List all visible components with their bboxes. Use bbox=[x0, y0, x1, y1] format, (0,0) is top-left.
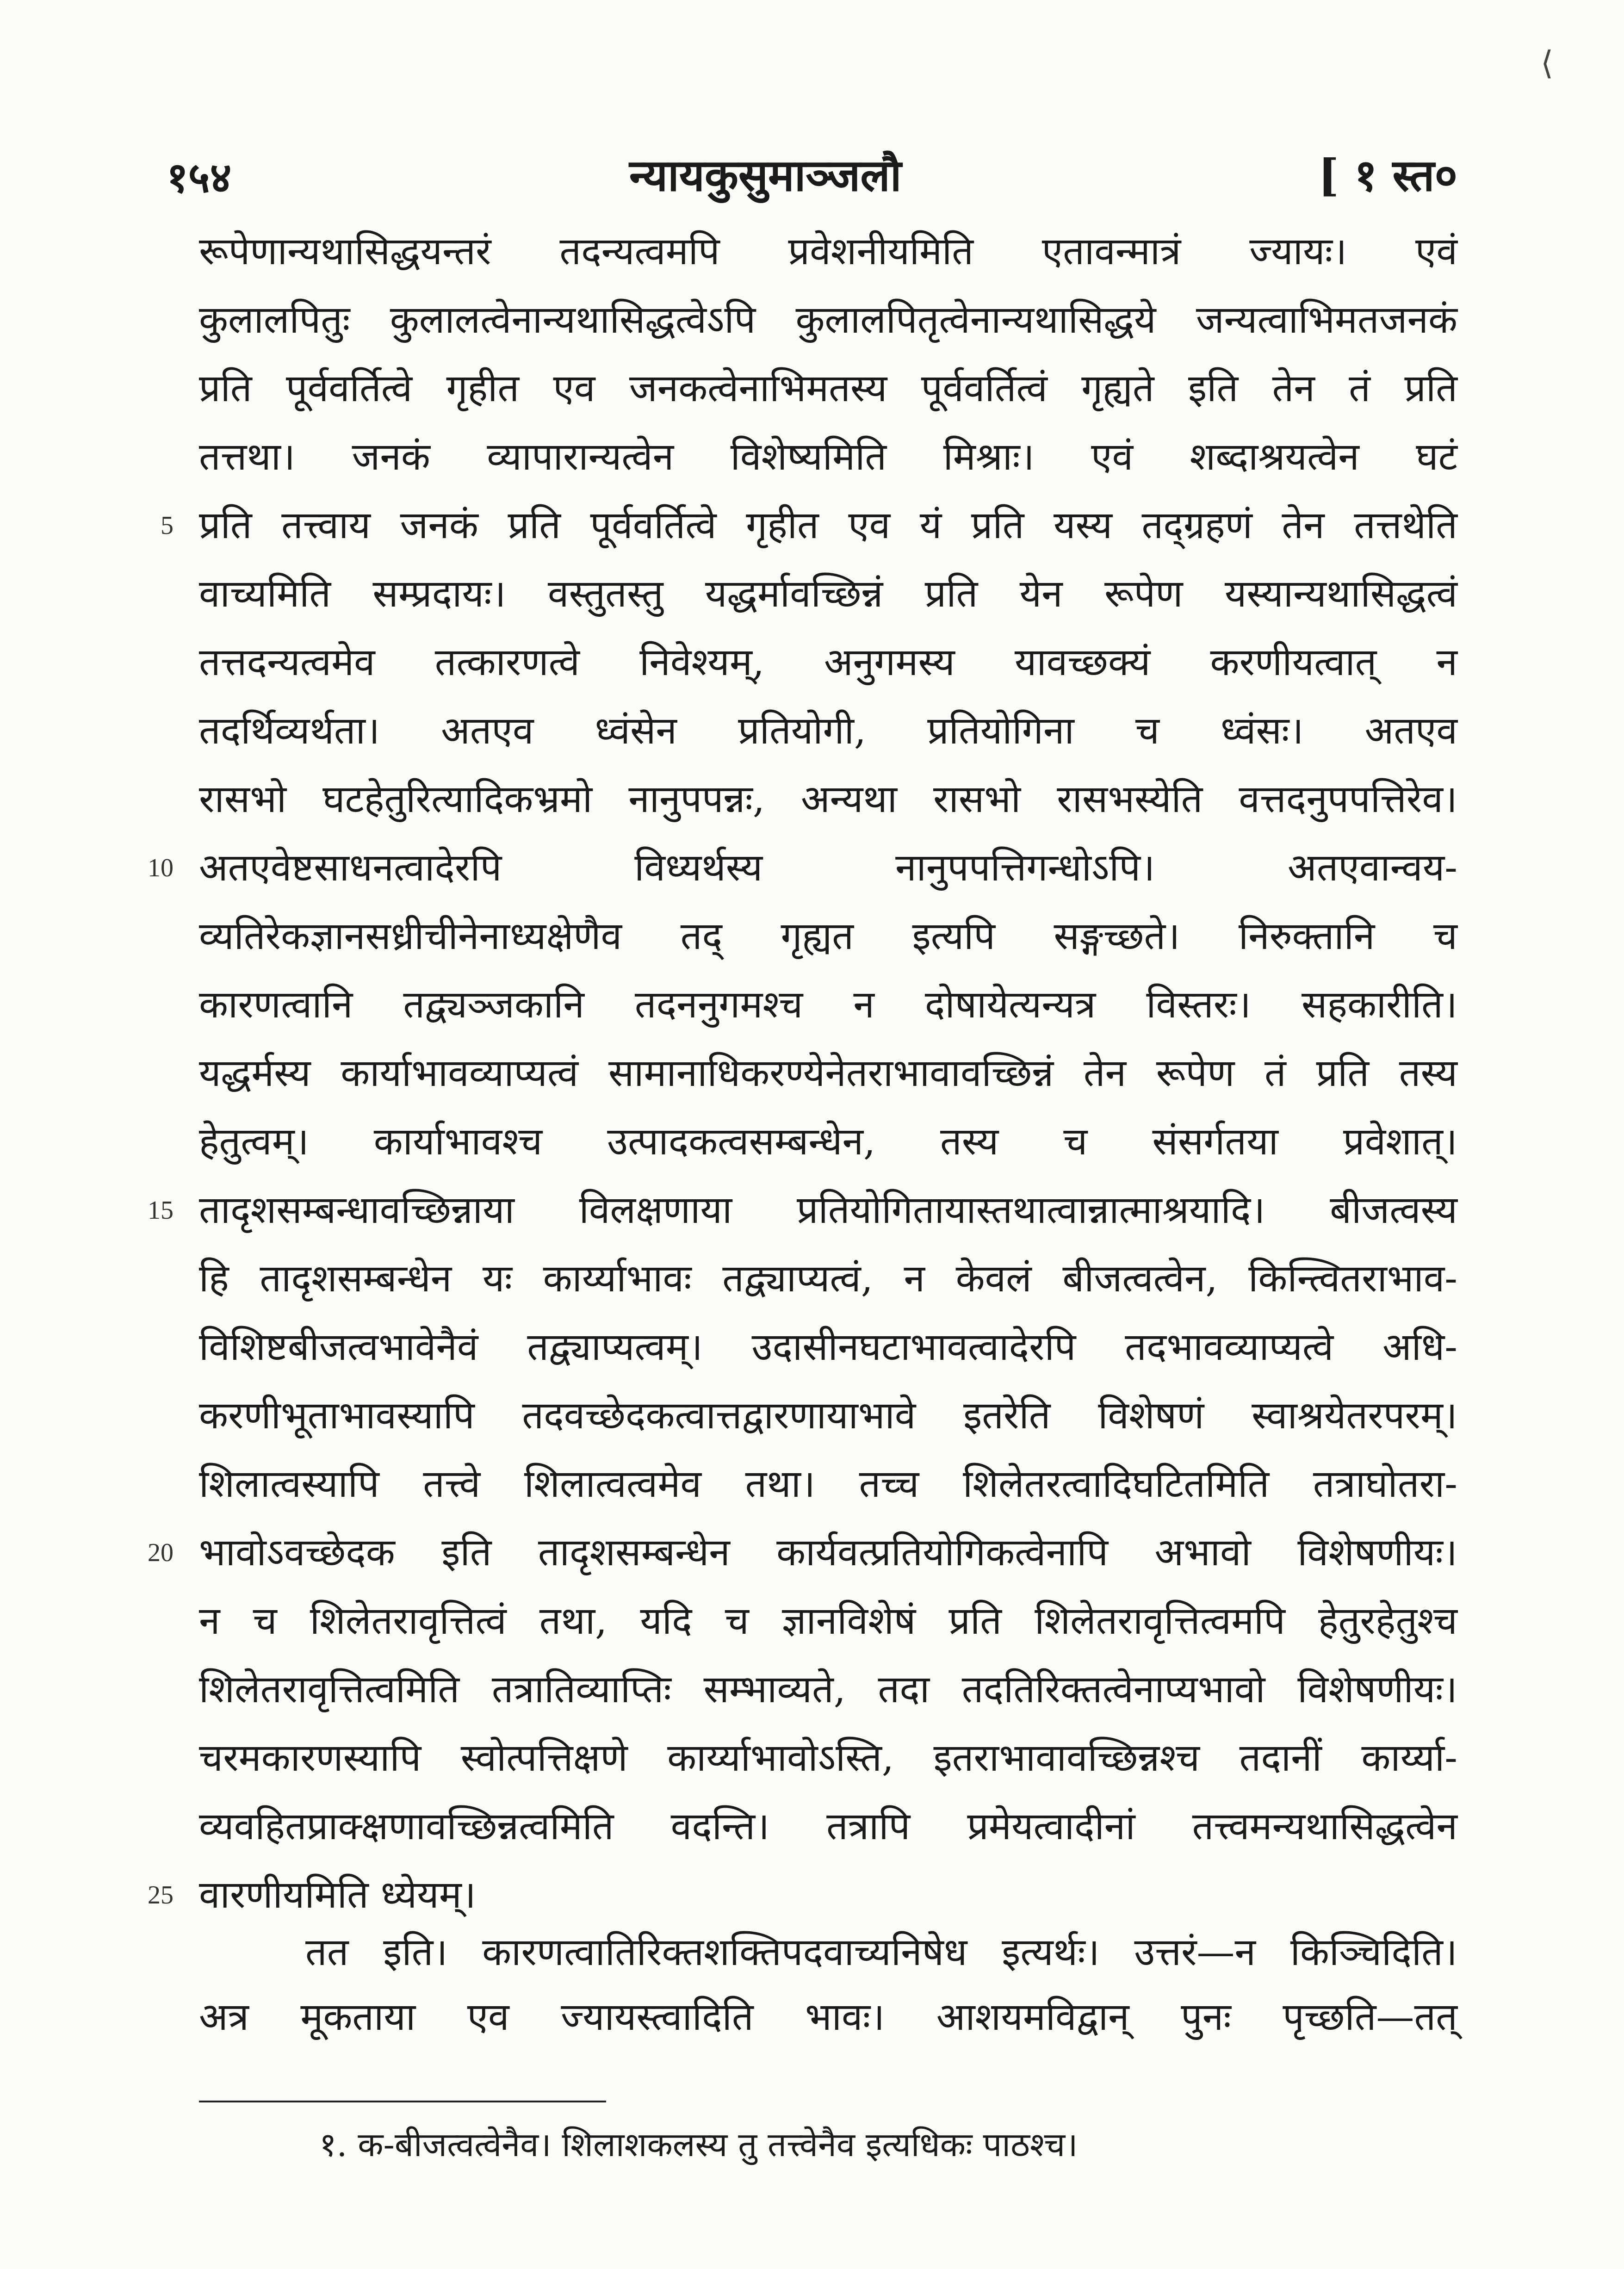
corner-mark: ⟨ bbox=[1541, 44, 1554, 82]
text-line bbox=[199, 1382, 1457, 1450]
line-text: शिलेतरावृत्तित्वमिति तत्रातिव्याप्तिः सम्भाव्यते, तदा तदतिरिक्तत्वेनाप्यभावो विशेषणीयः। bbox=[199, 1668, 1457, 1711]
line-text: करणीभूताभावस्यापि तदवच्छेदकत्वात्तद्वारणायाभावे इतरेति विशेषणं स्वाश्रयेतरपरम्। bbox=[199, 1394, 1457, 1438]
text-line bbox=[148, 1861, 1457, 1929]
line-number: 15 bbox=[148, 1196, 174, 1225]
line-text: व्यतिरेकज्ञानसध्रीचीनेनाध्यक्षेणैव तद् गृह्यत इत्यपि सङ्गच्छते। निरुक्तानि च bbox=[199, 914, 1457, 958]
line-text: अतएवेष्टसाधनत्वादेरपि विध्यर्थस्य नानुपपत्तिगन्धोऽपि। अतएवान्वय- bbox=[199, 846, 1457, 890]
text-line bbox=[199, 286, 1457, 354]
line-text: शिलात्वस्यापि तत्त्वे शिलात्वत्वमेव तथा। तच्च शिलेतरत्वादिघटितमिति तत्राघोतरा- bbox=[199, 1462, 1457, 1506]
text-line bbox=[199, 1039, 1457, 1108]
text-line bbox=[199, 423, 1457, 491]
line-text: चरमकारणस्यापि स्वोत्पत्तिक्षणे कार्य्याभावोऽस्ति, इतराभावावच्छिन्नश्च तदानीं कार्य्या- bbox=[199, 1736, 1457, 1780]
text-line bbox=[199, 697, 1457, 765]
text-line bbox=[199, 217, 1457, 286]
text-line bbox=[148, 1519, 1457, 1587]
main-text bbox=[148, 217, 1457, 1929]
line-text: व्यवहितप्राक्क्षणावच्छिन्नत्वमिति वदन्ति। तत्रापि प्रमेयत्वादीनां तत्त्वमन्यथासिद्धत्वेन bbox=[199, 1804, 1457, 1848]
text-line bbox=[199, 628, 1457, 697]
line-number: 10 bbox=[148, 854, 174, 882]
text-line bbox=[199, 1313, 1457, 1382]
line-text: वारणीयमिति ध्येयम्। bbox=[199, 1873, 476, 1917]
text-line bbox=[199, 354, 1457, 423]
text-line bbox=[199, 1245, 1457, 1313]
text-line bbox=[199, 1587, 1457, 1655]
text-line bbox=[199, 1655, 1457, 1724]
text-line bbox=[148, 834, 1457, 902]
line-text: प्रति पूर्ववर्तित्वे गृहीत एव जनकत्वेनाभिमतस्य पूर्ववर्तित्वं गृह्यते इति तेन तं प्रति bbox=[199, 366, 1457, 410]
line-text: विशिष्टबीजत्वभावेनैवं तद्व्याप्यत्वम्। उदासीनघटाभावत्वादेरपि तदभावव्याप्यत्वे अधि- bbox=[199, 1325, 1457, 1369]
line-number: 5 bbox=[161, 511, 174, 540]
line-text: रासभो घटहेतुरित्यादिकभ्रमो नानुपपन्नः, अन्यथा रासभो रासभस्येति वत्तदनुपपत्तिरेव। bbox=[199, 777, 1457, 821]
text-line bbox=[199, 1450, 1457, 1519]
text-line bbox=[161, 491, 1457, 560]
commentary-line: अत्र मूकताया एव ज्यायस्त्वादिति भावः। आशयमविद्वान् पुनः पृच्छति—तत् bbox=[199, 1995, 1457, 2039]
line-text: तत्तदन्यत्वमेव तत्कारणत्वे निवेश्यम्, अनुगमस्य यावच्छक्यं करणीयत्वात् न bbox=[199, 640, 1457, 684]
footnote-rule bbox=[199, 2101, 606, 2102]
line-number: 20 bbox=[148, 1538, 174, 1567]
text-line bbox=[199, 1724, 1457, 1792]
line-text: कारणत्वानि तद्व्यञ्जकानि तदननुगमश्च न दोषायेत्यन्यत्र विस्तरः। सहकारीति। bbox=[199, 983, 1457, 1027]
line-text: हेतुत्वम्। कार्याभावश्च उत्पादकत्वसम्बन्धेन, तस्य च संसर्गतया प्रवेशात्। bbox=[199, 1120, 1457, 1164]
commentary bbox=[199, 1920, 1457, 2050]
line-text: रूपेणान्यथासिद्धयन्तरं तदन्यत्वमपि प्रवेशनीयमिति एतावन्मात्रं ज्यायः। एवं bbox=[199, 229, 1457, 273]
text-line bbox=[199, 902, 1457, 971]
page-header bbox=[167, 139, 1457, 213]
line-text: भावोऽवच्छेदक इति तादृशसम्बन्धेन कार्यवत्प्रतियोगिकत्वेनापि अभावो विशेषणीयः। bbox=[199, 1531, 1457, 1575]
commentary-line: तत इति। कारणत्वातिरिक्तशक्तिपदवाच्यनिषेध इत्यर्थः। उत्तरं—न किञ्चिदिति। bbox=[305, 1930, 1457, 1974]
line-text: तदर्थिव्यर्थता। अतएव ध्वंसेन प्रतियोगी, प्रतियोगिना च ध्वंसः। अतएव bbox=[199, 709, 1457, 753]
line-text: तत्तथा। जनकं व्यापारान्यत्वेन विशेष्यमिति मिश्राः। एवं शब्दाश्रयत्वेन घटं bbox=[199, 435, 1457, 479]
line-text: प्रति तत्त्वाय जनकं प्रति पूर्ववर्तित्वे गृहीत एव यं प्रति यस्य तद्ग्रहणं तेन तत्तथेति bbox=[199, 503, 1457, 547]
line-text: हि तादृशसम्बन्धेन यः कार्य्याभावः तद्व्याप्यत्वं, न केवलं बीजत्वत्वेन, किन्त्वितराभाव- bbox=[199, 1257, 1457, 1301]
section-marker: [ १ स्त० bbox=[1318, 150, 1457, 201]
line-text: तादृशसम्बन्धावच्छिन्नाया विलक्षणाया प्रतियोगितायास्तथात्वान्नात्माश्रयादि। बीजत्वस्य bbox=[199, 1188, 1457, 1232]
text-line bbox=[199, 560, 1457, 628]
line-text: वाच्यमिति सम्प्रदायः। वस्तुतस्तु यद्धर्मावच्छिन्नं प्रति येन रूपेण यस्यान्यथासिद्धत्वं bbox=[199, 572, 1457, 616]
line-text: यद्धर्मस्य कार्याभावव्याप्यत्वं सामानाधिकरण्येनेतराभावावच्छिन्नं तेन रूपेण तं प्रति तस्य bbox=[199, 1051, 1457, 1095]
footnote: १. क-बीजत्वत्वेनैव। शिलाशकलस्य तु तत्त्वेनैव इत्यधिकः पाठश्च। bbox=[319, 2125, 1078, 2164]
page-number: १५४ bbox=[167, 153, 232, 202]
text-line bbox=[199, 971, 1457, 1039]
text-line bbox=[148, 1176, 1457, 1245]
text-line bbox=[199, 765, 1457, 834]
text-line bbox=[199, 1108, 1457, 1176]
text-line bbox=[199, 1792, 1457, 1861]
line-text: कुलालपितुः कुलालत्वेनान्यथासिद्धत्वेऽपि कुलालपितृत्वेनान्यथासिद्धये जन्यत्वाभिमतजनकं bbox=[199, 298, 1457, 342]
line-text: न च शिलेतरावृत्तित्वं तथा, यदि च ज्ञानविशेषं प्रति शिलेतरावृत्तित्वमपि हेतुरहेतुश्च bbox=[199, 1599, 1457, 1643]
running-title: न्यायकुसुमाञ्जलौ bbox=[629, 150, 902, 201]
line-number: 25 bbox=[148, 1881, 174, 1909]
